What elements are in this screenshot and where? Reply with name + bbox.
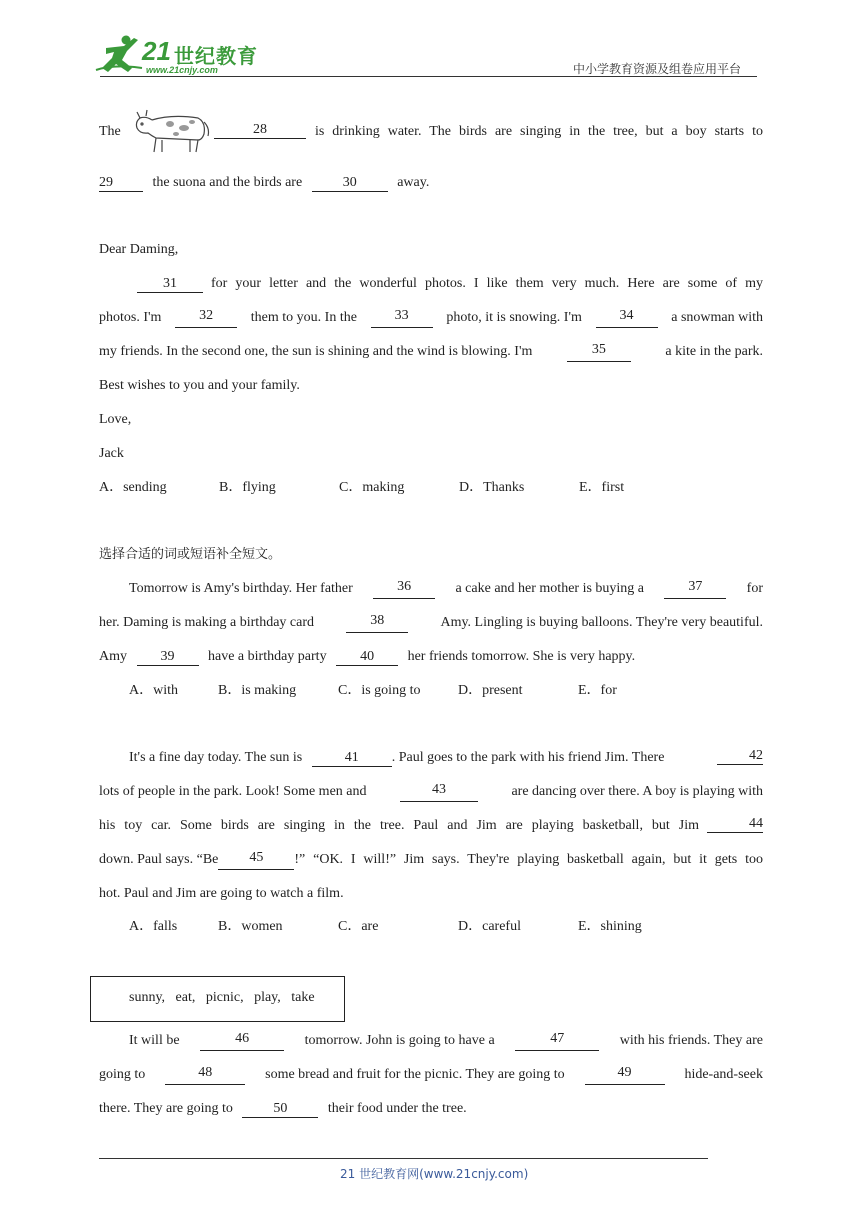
blank-37[interactable]: 37 (664, 579, 726, 599)
blank-43[interactable]: 43 (400, 782, 478, 802)
platform-name: 中小学教育资源及组卷应用平台 (573, 62, 742, 76)
s4-line4: down. Paul says. “Be 45 !” “OK. I will!” Jim says. They're playing basketball again, but it gets too (99, 850, 763, 870)
blank-38[interactable]: 38 (346, 613, 408, 633)
blank-31[interactable]: 31 (137, 276, 203, 293)
word-box-words: sunny, eat, picnic, play, take (129, 990, 315, 1005)
blank-34[interactable]: 34 (596, 308, 658, 328)
option-b: B．women (218, 919, 283, 934)
option-d: D．Thanks (459, 480, 525, 495)
blank-30[interactable]: 30 (312, 175, 388, 192)
option-a: A．falls (129, 919, 178, 934)
options-3 (129, 917, 658, 937)
running-man-icon (94, 34, 144, 76)
option-a: A．with (129, 683, 178, 698)
letter-line2: photos. I'm 32 them to you. In the 33 photo, it is snowing. I'm 34 a snowman with (99, 308, 763, 328)
letter-love: Love, (99, 412, 132, 427)
options-1 (99, 478, 659, 498)
s5-line2: going to 48 some bread and fruit for the picnic. They are going to 49 hide-and-seek (99, 1065, 763, 1085)
options-2 (129, 681, 638, 701)
blank-40[interactable]: 40 (336, 649, 398, 666)
header (0, 0, 860, 80)
s4-line5: hot. Paul and Jim are going to watch a film. (99, 886, 344, 901)
blank-49[interactable]: 49 (585, 1065, 665, 1085)
option-c: C．are (338, 919, 379, 934)
option-e: E．for (578, 683, 617, 698)
logo (94, 34, 264, 76)
option-c: C．making (339, 480, 405, 495)
option-e: E．first (579, 480, 625, 495)
option-e: E．shining (578, 919, 642, 934)
s3-line2: her. Daming is making a birthday card 38 Amy. Lingling is buying balloons. They're very beautiful. (99, 613, 763, 633)
blank-39[interactable]: 39 (137, 649, 199, 666)
s5-line1: It will be 46 tomorrow. John is going to have a 47 with his friends. They are (99, 1031, 763, 1051)
blank-50[interactable]: 50 (242, 1101, 318, 1118)
blank-42[interactable]: 42 (717, 748, 763, 765)
logo-text: 世纪教育 (174, 44, 258, 68)
blank-47[interactable]: 47 (515, 1031, 599, 1051)
s4-line2: lots of people in the park. Look! Some men and 43 are dancing over there. A boy is playing with (99, 782, 763, 802)
header-divider (100, 76, 757, 77)
footer-divider (99, 1158, 708, 1159)
option-d: D．present (458, 683, 523, 698)
letter-line4: Best wishes to you and your family. (99, 378, 300, 393)
blank-36[interactable]: 36 (373, 579, 435, 599)
letter-line1: 31 for your letter and the wonderful photos. I like them very much. Here are some of my (99, 274, 763, 294)
option-b: B．is making (218, 683, 297, 698)
letter-line3: my friends. In the second one, the sun is shining and the wind is blowing. I'm 35 a kite in the park. (99, 342, 763, 362)
s4-line1: It's a fine day today. The sun is 41 . Paul goes to the park with his friend Jim. There 42 (129, 748, 763, 765)
blank-41[interactable]: 41 (312, 750, 392, 767)
option-d: D．careful (458, 919, 521, 934)
option-b: B．flying (219, 480, 276, 495)
footer-text: 21 世纪教育网(www.21cnjy.com) (340, 1167, 529, 1181)
blank-28[interactable]: 28 (214, 122, 306, 139)
blank-44[interactable]: 44 (707, 816, 763, 833)
s3-line1: Tomorrow is Amy's birthday. Her father 36 a cake and her mother is buying a 37 for (99, 579, 763, 599)
s1-line2: 29 the suona and the birds are 30 away. (99, 175, 430, 190)
option-c: C．is going to (338, 683, 421, 698)
s5-line3: there. They are going to 50 their food under the tree. (99, 1101, 467, 1116)
blank-48[interactable]: 48 (165, 1065, 245, 1085)
blank-45[interactable]: 45 (218, 850, 294, 870)
logo-url: www.21cnjy.com (146, 65, 218, 75)
blank-46[interactable]: 46 (200, 1031, 284, 1051)
word-box (90, 976, 345, 1022)
option-a: A．sending (99, 480, 167, 495)
blank-29[interactable]: 29 (99, 175, 143, 192)
letter-greeting: Dear Daming, (99, 242, 179, 257)
blank-32[interactable]: 32 (175, 308, 237, 328)
letter-signature: Jack (99, 446, 124, 461)
blank-35[interactable]: 35 (567, 342, 631, 362)
s3-line3: Amy 39 have a birthday party 40 her friends tomorrow. She is very happy. (99, 649, 636, 664)
logo-number: 21 (142, 36, 171, 66)
section3-instruction: 选择合适的词或短语补全短文。 (99, 547, 282, 562)
s1-line1: The 28 is drinking water. The birds are singing in the tree, but a boy starts to (99, 122, 763, 139)
blank-33[interactable]: 33 (371, 308, 433, 328)
